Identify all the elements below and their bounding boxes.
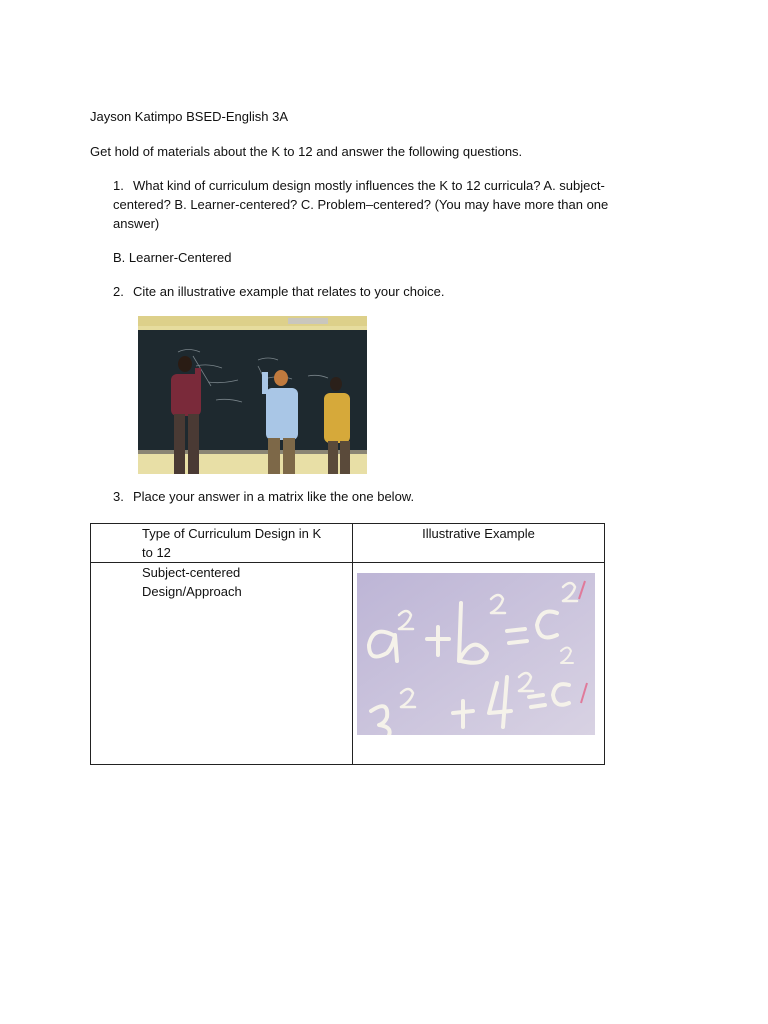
question-3 xyxy=(113,487,414,506)
header-text-line: to 12 xyxy=(142,545,171,560)
header-text-line: Type of Curriculum Design in K xyxy=(142,526,322,541)
instructions: Get hold of materials about the K to 12 and answer the following questions. xyxy=(90,144,523,159)
question-number: 2. xyxy=(113,284,124,299)
question-text: Cite an illustrative example that relates to your choice. xyxy=(133,284,445,299)
header-text: Illustrative Example xyxy=(422,526,535,541)
cell-text-line: Subject-centered xyxy=(142,565,241,580)
matrix-header-row xyxy=(91,524,605,563)
equation-chalkboard-photo xyxy=(357,573,595,735)
answer-matrix xyxy=(90,523,605,765)
author-line: Jayson Katimpo BSED-English 3A xyxy=(90,109,288,124)
matrix-header-cell xyxy=(91,524,353,563)
question-text-line: answer) xyxy=(113,216,160,231)
matrix-header-cell xyxy=(353,524,605,563)
matrix-cell xyxy=(91,563,353,765)
question-text: Place your answer in a matrix like the one below. xyxy=(133,489,415,504)
classroom-chalkboard-photo xyxy=(138,316,367,474)
question-2 xyxy=(113,282,444,301)
question-number: 3. xyxy=(113,489,124,504)
answer-1: B. Learner-Centered xyxy=(113,250,232,265)
matrix-row xyxy=(91,563,605,765)
question-number: 1. xyxy=(113,178,124,193)
cell-text-line: Design/Approach xyxy=(142,584,242,599)
question-text-line: What kind of curriculum design mostly influences the K to 12 curricula? A. subject- xyxy=(133,178,605,193)
question-text-line: centered? B. Learner-centered? C. Problem–centered? (You may have more than one xyxy=(113,197,609,212)
matrix-cell xyxy=(353,563,605,765)
question-1 xyxy=(113,176,653,233)
